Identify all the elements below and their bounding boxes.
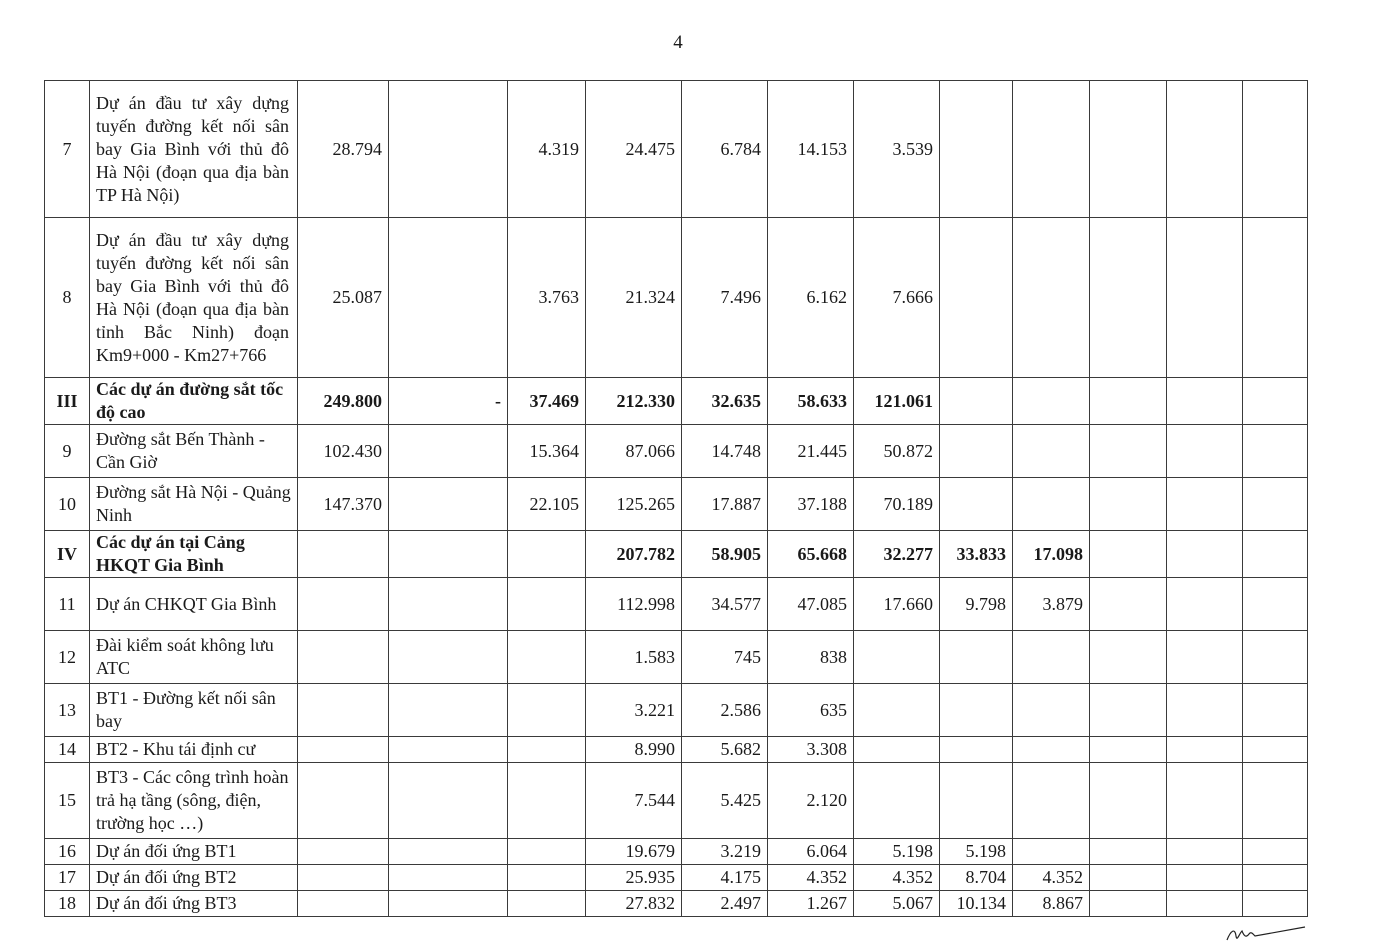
value-cell-c5: 17.887 xyxy=(682,478,768,531)
table-row xyxy=(45,631,1308,684)
value-cell-c4: 1.583 xyxy=(586,631,682,684)
row-number: 8 xyxy=(45,218,90,378)
value-cell-c10 xyxy=(1090,737,1167,763)
project-name: Các dự án tại Cảng HKQT Gia Bình xyxy=(90,531,298,578)
value-cell-c7: 121.061 xyxy=(854,378,940,425)
value-cell-c10 xyxy=(1090,378,1167,425)
value-cell-c9 xyxy=(1013,763,1090,839)
table-row xyxy=(45,478,1308,531)
value-cell-c1: 249.800 xyxy=(298,378,389,425)
value-cell-c9: 17.098 xyxy=(1013,531,1090,578)
value-cell-c9 xyxy=(1013,478,1090,531)
row-number: 10 xyxy=(45,478,90,531)
value-cell-c4: 27.832 xyxy=(586,891,682,917)
value-cell-c4: 212.330 xyxy=(586,378,682,425)
value-cell-c11 xyxy=(1167,531,1243,578)
value-cell-c1 xyxy=(298,839,389,865)
value-cell-c11 xyxy=(1167,631,1243,684)
row-number: 12 xyxy=(45,631,90,684)
row-number: 18 xyxy=(45,891,90,917)
value-cell-c10 xyxy=(1090,81,1167,218)
value-cell-c11 xyxy=(1167,891,1243,917)
row-number: 13 xyxy=(45,684,90,737)
value-cell-c8: 8.704 xyxy=(940,865,1013,891)
row-number: 9 xyxy=(45,425,90,478)
value-cell-c4: 112.998 xyxy=(586,578,682,631)
value-cell-c8: 9.798 xyxy=(940,578,1013,631)
value-cell-c12 xyxy=(1243,81,1308,218)
value-cell-c7: 4.352 xyxy=(854,865,940,891)
value-cell-c3 xyxy=(508,531,586,578)
value-cell-c2 xyxy=(389,531,508,578)
value-cell-c5: 34.577 xyxy=(682,578,768,631)
investment-table xyxy=(44,80,1308,917)
value-cell-c6: 3.308 xyxy=(768,737,854,763)
value-cell-c10 xyxy=(1090,839,1167,865)
row-number: 7 xyxy=(45,81,90,218)
value-cell-c12 xyxy=(1243,839,1308,865)
value-cell-c4: 19.679 xyxy=(586,839,682,865)
value-cell-c8 xyxy=(940,218,1013,378)
value-cell-c11 xyxy=(1167,81,1243,218)
value-cell-c3: 3.763 xyxy=(508,218,586,378)
value-cell-c12 xyxy=(1243,891,1308,917)
value-cell-c9: 8.867 xyxy=(1013,891,1090,917)
value-cell-c1: 147.370 xyxy=(298,478,389,531)
value-cell-c12 xyxy=(1243,478,1308,531)
value-cell-c7 xyxy=(854,737,940,763)
project-name: Dự án đầu tư xây dựng tuyến đường kết nối sân bay Gia Bình với thủ đô Hà Nội (đoạn qua địa bàn TP Hà Nội) xyxy=(90,81,298,218)
value-cell-c8: 10.134 xyxy=(940,891,1013,917)
value-cell-c4: 25.935 xyxy=(586,865,682,891)
value-cell-c1 xyxy=(298,631,389,684)
value-cell-c7: 50.872 xyxy=(854,425,940,478)
value-cell-c7: 3.539 xyxy=(854,81,940,218)
handwritten-signature xyxy=(1225,922,1307,944)
project-name: Dự án đối ứng BT3 xyxy=(90,891,298,917)
value-cell-c5: 2.497 xyxy=(682,891,768,917)
project-name: Đài kiểm soát không lưu ATC xyxy=(90,631,298,684)
row-number: III xyxy=(45,378,90,425)
value-cell-c3: 4.319 xyxy=(508,81,586,218)
value-cell-c9 xyxy=(1013,81,1090,218)
value-cell-c6: 4.352 xyxy=(768,865,854,891)
value-cell-c12 xyxy=(1243,378,1308,425)
value-cell-c5: 3.219 xyxy=(682,839,768,865)
project-name: BT3 - Các công trình hoàn trả hạ tầng (sông, điện, trường học …) xyxy=(90,763,298,839)
value-cell-c8 xyxy=(940,378,1013,425)
value-cell-c7 xyxy=(854,763,940,839)
value-cell-c11 xyxy=(1167,478,1243,531)
table-row xyxy=(45,763,1308,839)
value-cell-c4: 21.324 xyxy=(586,218,682,378)
value-cell-c5: 745 xyxy=(682,631,768,684)
value-cell-c11 xyxy=(1167,218,1243,378)
value-cell-c11 xyxy=(1167,737,1243,763)
value-cell-c8 xyxy=(940,631,1013,684)
value-cell-c8 xyxy=(940,737,1013,763)
value-cell-c1 xyxy=(298,531,389,578)
value-cell-c11 xyxy=(1167,763,1243,839)
row-number: IV xyxy=(45,531,90,578)
page-number: 4 xyxy=(673,32,683,53)
value-cell-c3: 37.469 xyxy=(508,378,586,425)
value-cell-c11 xyxy=(1167,425,1243,478)
table-row xyxy=(45,378,1308,425)
value-cell-c1 xyxy=(298,578,389,631)
value-cell-c6: 838 xyxy=(768,631,854,684)
table-body xyxy=(45,81,1308,917)
table-row xyxy=(45,839,1308,865)
value-cell-c12 xyxy=(1243,425,1308,478)
value-cell-c5: 7.496 xyxy=(682,218,768,378)
value-cell-c10 xyxy=(1090,478,1167,531)
value-cell-c7 xyxy=(854,684,940,737)
value-cell-c7 xyxy=(854,631,940,684)
project-name: Dự án đầu tư xây dựng tuyến đường kết nối sân bay Gia Bình với thủ đô Hà Nội (đoạn qua địa bàn tỉnh Bắc Ninh) đoạn Km9+000 - Km27+766 xyxy=(90,218,298,378)
value-cell-c8 xyxy=(940,684,1013,737)
value-cell-c10 xyxy=(1090,763,1167,839)
value-cell-c4: 24.475 xyxy=(586,81,682,218)
value-cell-c1 xyxy=(298,891,389,917)
value-cell-c3 xyxy=(508,737,586,763)
value-cell-c5: 5.682 xyxy=(682,737,768,763)
table-row xyxy=(45,218,1308,378)
value-cell-c3 xyxy=(508,865,586,891)
project-name: Dự án đối ứng BT1 xyxy=(90,839,298,865)
value-cell-c9 xyxy=(1013,378,1090,425)
table-row xyxy=(45,578,1308,631)
value-cell-c6: 6.162 xyxy=(768,218,854,378)
value-cell-c5: 32.635 xyxy=(682,378,768,425)
value-cell-c2 xyxy=(389,684,508,737)
value-cell-c1: 102.430 xyxy=(298,425,389,478)
value-cell-c9 xyxy=(1013,425,1090,478)
value-cell-c11 xyxy=(1167,865,1243,891)
value-cell-c5: 4.175 xyxy=(682,865,768,891)
project-name: BT2 - Khu tái định cư xyxy=(90,737,298,763)
value-cell-c11 xyxy=(1167,578,1243,631)
value-cell-c12 xyxy=(1243,737,1308,763)
value-cell-c8: 5.198 xyxy=(940,839,1013,865)
row-number: 15 xyxy=(45,763,90,839)
project-name: Dự án CHKQT Gia Bình xyxy=(90,578,298,631)
value-cell-c2 xyxy=(389,478,508,531)
table-row xyxy=(45,737,1308,763)
value-cell-c2: - xyxy=(389,378,508,425)
value-cell-c2 xyxy=(389,425,508,478)
value-cell-c6: 47.085 xyxy=(768,578,854,631)
value-cell-c3 xyxy=(508,631,586,684)
value-cell-c6: 1.267 xyxy=(768,891,854,917)
table-row xyxy=(45,684,1308,737)
value-cell-c3 xyxy=(508,839,586,865)
value-cell-c6: 65.668 xyxy=(768,531,854,578)
value-cell-c11 xyxy=(1167,839,1243,865)
value-cell-c1: 28.794 xyxy=(298,81,389,218)
value-cell-c2 xyxy=(389,891,508,917)
value-cell-c6: 14.153 xyxy=(768,81,854,218)
value-cell-c12 xyxy=(1243,631,1308,684)
value-cell-c4: 125.265 xyxy=(586,478,682,531)
project-name: Các dự án đường sắt tốc độ cao xyxy=(90,378,298,425)
value-cell-c6: 2.120 xyxy=(768,763,854,839)
value-cell-c9: 3.879 xyxy=(1013,578,1090,631)
value-cell-c9 xyxy=(1013,737,1090,763)
value-cell-c3 xyxy=(508,578,586,631)
value-cell-c8 xyxy=(940,478,1013,531)
value-cell-c9 xyxy=(1013,631,1090,684)
project-name: Đường sắt Bến Thành - Cần Giờ xyxy=(90,425,298,478)
value-cell-c5: 2.586 xyxy=(682,684,768,737)
row-number: 16 xyxy=(45,839,90,865)
value-cell-c12 xyxy=(1243,578,1308,631)
project-name: Đường sắt Hà Nội - Quảng Ninh xyxy=(90,478,298,531)
value-cell-c4: 3.221 xyxy=(586,684,682,737)
value-cell-c5: 14.748 xyxy=(682,425,768,478)
value-cell-c5: 58.905 xyxy=(682,531,768,578)
table-row xyxy=(45,865,1308,891)
value-cell-c9 xyxy=(1013,839,1090,865)
value-cell-c12 xyxy=(1243,531,1308,578)
value-cell-c1 xyxy=(298,737,389,763)
value-cell-c3 xyxy=(508,891,586,917)
value-cell-c12 xyxy=(1243,763,1308,839)
value-cell-c2 xyxy=(389,218,508,378)
row-number: 14 xyxy=(45,737,90,763)
value-cell-c3: 15.364 xyxy=(508,425,586,478)
value-cell-c11 xyxy=(1167,684,1243,737)
value-cell-c1 xyxy=(298,684,389,737)
value-cell-c9: 4.352 xyxy=(1013,865,1090,891)
value-cell-c10 xyxy=(1090,531,1167,578)
value-cell-c6: 37.188 xyxy=(768,478,854,531)
value-cell-c11 xyxy=(1167,378,1243,425)
value-cell-c5: 6.784 xyxy=(682,81,768,218)
value-cell-c8: 33.833 xyxy=(940,531,1013,578)
value-cell-c9 xyxy=(1013,684,1090,737)
value-cell-c2 xyxy=(389,578,508,631)
value-cell-c9 xyxy=(1013,218,1090,378)
value-cell-c7: 32.277 xyxy=(854,531,940,578)
value-cell-c3 xyxy=(508,763,586,839)
value-cell-c7: 5.067 xyxy=(854,891,940,917)
value-cell-c10 xyxy=(1090,425,1167,478)
value-cell-c4: 7.544 xyxy=(586,763,682,839)
value-cell-c8 xyxy=(940,425,1013,478)
table-row xyxy=(45,425,1308,478)
value-cell-c10 xyxy=(1090,218,1167,378)
value-cell-c2 xyxy=(389,631,508,684)
table-row xyxy=(45,81,1308,218)
value-cell-c2 xyxy=(389,839,508,865)
value-cell-c4: 8.990 xyxy=(586,737,682,763)
value-cell-c10 xyxy=(1090,631,1167,684)
value-cell-c6: 635 xyxy=(768,684,854,737)
value-cell-c6: 58.633 xyxy=(768,378,854,425)
value-cell-c10 xyxy=(1090,578,1167,631)
value-cell-c8 xyxy=(940,763,1013,839)
row-number: 17 xyxy=(45,865,90,891)
value-cell-c10 xyxy=(1090,865,1167,891)
value-cell-c7: 7.666 xyxy=(854,218,940,378)
value-cell-c2 xyxy=(389,763,508,839)
value-cell-c1 xyxy=(298,763,389,839)
value-cell-c7: 5.198 xyxy=(854,839,940,865)
value-cell-c12 xyxy=(1243,218,1308,378)
value-cell-c3 xyxy=(508,684,586,737)
table-row xyxy=(45,531,1308,578)
row-number: 11 xyxy=(45,578,90,631)
project-name: Dự án đối ứng BT2 xyxy=(90,865,298,891)
value-cell-c10 xyxy=(1090,891,1167,917)
table-row xyxy=(45,891,1308,917)
value-cell-c8 xyxy=(940,81,1013,218)
value-cell-c4: 207.782 xyxy=(586,531,682,578)
value-cell-c1: 25.087 xyxy=(298,218,389,378)
value-cell-c4: 87.066 xyxy=(586,425,682,478)
project-name: BT1 - Đường kết nối sân bay xyxy=(90,684,298,737)
value-cell-c5: 5.425 xyxy=(682,763,768,839)
value-cell-c2 xyxy=(389,81,508,218)
value-cell-c12 xyxy=(1243,684,1308,737)
value-cell-c12 xyxy=(1243,865,1308,891)
value-cell-c3: 22.105 xyxy=(508,478,586,531)
value-cell-c6: 6.064 xyxy=(768,839,854,865)
value-cell-c7: 70.189 xyxy=(854,478,940,531)
value-cell-c2 xyxy=(389,737,508,763)
value-cell-c6: 21.445 xyxy=(768,425,854,478)
value-cell-c1 xyxy=(298,865,389,891)
value-cell-c7: 17.660 xyxy=(854,578,940,631)
value-cell-c2 xyxy=(389,865,508,891)
value-cell-c10 xyxy=(1090,684,1167,737)
